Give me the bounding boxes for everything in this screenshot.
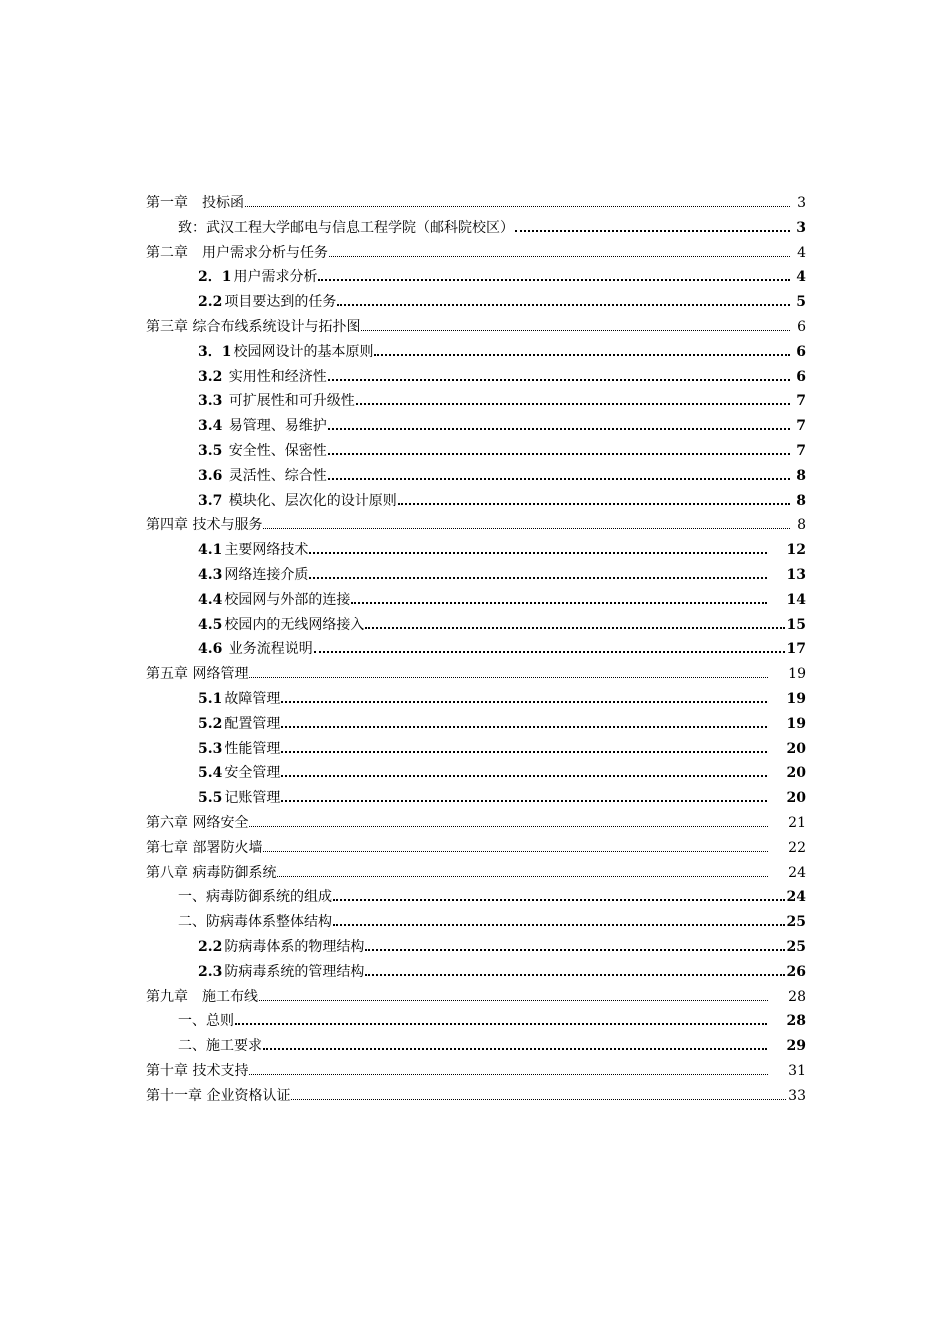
toc-entry-title <box>178 1034 262 1059</box>
toc-entry-title <box>198 389 355 414</box>
toc-entry-title <box>198 588 350 613</box>
toc-entry-text: 第九章 施工布线 <box>146 988 258 1005</box>
toc-page-number: 31 <box>788 1062 806 1079</box>
toc-entry-title <box>178 885 332 910</box>
toc-entry-number: 4.4 <box>198 591 223 608</box>
toc-dot-leader <box>515 229 790 232</box>
toc-entry-title <box>198 687 280 712</box>
toc-entry-title <box>198 960 364 985</box>
toc-entry-text: 记账管理 <box>224 790 281 807</box>
toc-page-number: 8 <box>796 492 806 509</box>
toc-entry[interactable] <box>146 1084 806 1109</box>
toc-page-number: 25 <box>786 914 806 931</box>
toc-dot-leader <box>245 205 790 207</box>
toc-dot-leader <box>309 551 766 554</box>
toc-entry-title <box>198 563 308 588</box>
toc-entry-text: 第五章 网络管理 <box>146 666 249 683</box>
toc-entry[interactable] <box>146 687 806 712</box>
toc-dot-leader <box>263 527 790 529</box>
toc-dot-leader <box>328 477 790 480</box>
toc-page-number: 3 <box>796 219 806 236</box>
toc-entry-text: 故障管理 <box>224 690 281 707</box>
toc-entry[interactable] <box>146 761 806 786</box>
toc-page-number: 4 <box>796 269 806 286</box>
toc-entry-title <box>198 414 327 439</box>
toc-dot-leader <box>249 676 768 678</box>
toc-entry-title <box>178 1009 234 1034</box>
toc-dot-leader <box>281 774 766 777</box>
toc-entry-text: 第十章 技术支持 <box>146 1062 249 1079</box>
toc-entry-text: 业务流程说明 <box>224 641 313 658</box>
toc-page-number: 6 <box>797 318 806 335</box>
toc-dot-leader <box>365 973 784 976</box>
toc-entry-text: 用户需求分析 <box>233 269 318 286</box>
toc-entry[interactable] <box>146 365 806 390</box>
toc-entry-text: 第一章 投标函 <box>146 195 244 211</box>
toc-entry-number: 5.2 <box>198 715 223 732</box>
toc-page-number: 29 <box>786 1038 806 1055</box>
toc-entry-text: 一、病毒防御系统的组成 <box>178 889 332 906</box>
toc-entry[interactable] <box>146 1034 806 1059</box>
toc-entry-title <box>146 811 248 836</box>
toc-entry-text: 性能管理 <box>224 740 281 757</box>
toc-entry-title <box>146 985 258 1010</box>
toc-entry-title <box>146 662 248 687</box>
toc-entry-number: 3.3 <box>198 393 223 410</box>
toc-page-number: 24 <box>788 864 806 881</box>
toc-entry-title <box>146 836 262 861</box>
toc-entry-text: 安全管理 <box>224 765 281 782</box>
toc-entry[interactable] <box>146 241 806 266</box>
toc-entry[interactable] <box>146 1059 806 1084</box>
toc-entry-number: 5.3 <box>198 740 223 757</box>
toc-dot-leader <box>365 626 784 629</box>
toc-entry-number: 5.1 <box>198 690 223 707</box>
toc-entry-text: 配置管理 <box>224 715 281 732</box>
toc-entry-text: 网络连接介质 <box>224 566 309 583</box>
toc-entry-number: 3.7 <box>198 492 223 509</box>
toc-entry-text: 一、总则 <box>178 1013 234 1030</box>
toc-entry-title <box>146 1084 290 1109</box>
toc-page-number: 7 <box>796 418 806 435</box>
toc-entry-number: 3.6 <box>198 467 223 484</box>
toc-page-number: 8 <box>797 517 806 534</box>
toc-entry-title <box>198 737 280 762</box>
toc-entry-title <box>198 290 336 315</box>
toc-entry[interactable] <box>146 563 806 588</box>
toc-dot-leader <box>351 601 766 604</box>
toc-entry[interactable] <box>146 960 806 985</box>
toc-entry-title <box>178 910 332 935</box>
toc-entry-text: 第八章 病毒防御系统 <box>146 864 277 881</box>
toc-entry-title <box>198 489 397 514</box>
toc-entry-text: 模块化、层次化的设计原则 <box>224 492 397 509</box>
toc-page-number: 14 <box>786 591 806 608</box>
toc-entry[interactable] <box>146 315 806 340</box>
toc-entry[interactable] <box>146 389 806 414</box>
toc-entry-text: 可扩展性和可升级性 <box>224 393 355 410</box>
toc-entry[interactable] <box>146 513 806 538</box>
toc-entry[interactable] <box>146 464 806 489</box>
toc-entry-number: 2.2 <box>198 938 223 955</box>
toc-dot-leader <box>249 1073 768 1075</box>
toc-entry-text: 二、防病毒体系整体结构 <box>178 914 332 931</box>
toc-dot-leader <box>361 329 790 331</box>
toc-entry[interactable] <box>146 290 806 315</box>
toc-page-number: 25 <box>786 938 806 955</box>
toc-entry-number: 2.2 <box>198 294 223 311</box>
toc-entry[interactable] <box>146 712 806 737</box>
toc-entry-number: 4.5 <box>198 616 223 633</box>
toc-entry-title <box>146 315 360 340</box>
toc-entry[interactable] <box>146 1009 806 1034</box>
toc-entry-title <box>198 935 364 960</box>
toc-entry-text: 灵活性、综合性 <box>224 467 327 484</box>
toc-entry[interactable] <box>146 885 806 910</box>
toc-entry-text: 第三章 综合布线系统设计与拓扑图 <box>146 318 361 335</box>
toc-dot-leader <box>281 799 766 802</box>
toc-entry[interactable] <box>146 811 806 836</box>
toc-page-number: 22 <box>788 839 806 856</box>
toc-entry[interactable] <box>146 985 806 1010</box>
toc-entry-text: 致：武汉工程大学邮电与信息工程学院（邮科院校区） <box>178 219 514 236</box>
toc-entry-text: 第十一章 企业资格认证 <box>146 1087 291 1104</box>
toc-dot-leader <box>333 898 785 901</box>
toc-entry-text: 实用性和经济性 <box>224 368 327 385</box>
toc-entry[interactable] <box>146 538 806 563</box>
toc-dot-leader <box>318 278 790 281</box>
toc-page-number: 20 <box>786 790 806 807</box>
toc-entry-title <box>198 464 327 489</box>
toc-entry[interactable] <box>146 489 806 514</box>
toc-entry-title <box>146 1059 248 1084</box>
toc-page-number: 4 <box>797 244 806 261</box>
toc-dot-leader <box>398 502 790 505</box>
toc-page-number: 19 <box>786 690 806 707</box>
toc-entry-text: 安全性、保密性 <box>224 442 327 459</box>
toc-page-number: 6 <box>796 343 806 360</box>
toc-dot-leader <box>259 999 768 1001</box>
toc-page-number: 28 <box>788 988 806 1005</box>
toc-page-number: 20 <box>786 765 806 782</box>
toc-entry-number: 4.3 <box>198 566 223 583</box>
toc-entry-text: 校园网设计的基本原则 <box>233 343 374 360</box>
toc-dot-leader <box>281 750 766 753</box>
toc-entry-title <box>146 241 328 266</box>
toc-page-number: 15 <box>786 616 806 633</box>
toc-page-number: 6 <box>796 368 806 385</box>
toc-entry-number: 3.2 <box>198 368 223 385</box>
toc-entry-text: 第七章 部署防火墙 <box>146 839 263 856</box>
toc-entry[interactable] <box>146 613 806 638</box>
toc-entry[interactable] <box>146 910 806 935</box>
toc-entry-title <box>198 439 327 464</box>
toc-dot-leader <box>337 303 790 306</box>
toc-entry[interactable] <box>146 191 806 216</box>
toc-entry[interactable] <box>146 836 806 861</box>
toc-page-number: 7 <box>796 393 806 410</box>
toc-entry-number: 3.4 <box>198 418 223 435</box>
toc-page-number: 17 <box>786 641 806 658</box>
toc-page-number: 3 <box>797 195 806 211</box>
toc-entry-title <box>198 786 280 811</box>
toc-entry-text: 主要网络技术 <box>224 542 309 559</box>
toc-entry[interactable] <box>146 216 806 241</box>
toc-entry[interactable] <box>146 439 806 464</box>
toc-dot-leader <box>281 725 766 728</box>
toc-dot-leader <box>263 850 768 852</box>
toc-page-number: 33 <box>788 1087 806 1104</box>
toc-entry-number: 2．1 <box>198 269 232 286</box>
toc-dot-leader <box>309 576 766 579</box>
toc-page-number: 19 <box>786 715 806 732</box>
toc-dot-leader <box>365 948 784 951</box>
toc-entry-title <box>198 712 280 737</box>
table-of-contents <box>146 191 806 1108</box>
toc-page-number: 12 <box>786 542 806 559</box>
toc-entry[interactable] <box>146 786 806 811</box>
toc-entry-title <box>198 613 364 638</box>
toc-page-number: 20 <box>786 740 806 757</box>
toc-page-number: 8 <box>796 467 806 484</box>
toc-entry-number: 4.1 <box>198 542 223 559</box>
toc-entry-title <box>198 538 308 563</box>
toc-entry-text: 第二章 用户需求分析与任务 <box>146 244 328 261</box>
toc-entry-text: 易管理、易维护 <box>224 418 327 435</box>
toc-page-number: 5 <box>796 294 806 311</box>
toc-entry-number: 3.5 <box>198 442 223 459</box>
toc-entry-title <box>198 265 317 290</box>
toc-entry-text: 第四章 技术与服务 <box>146 517 263 534</box>
toc-dot-leader <box>235 1022 767 1025</box>
toc-dot-leader <box>356 402 790 405</box>
toc-entry-title <box>198 340 373 365</box>
toc-page-number: 13 <box>786 566 806 583</box>
toc-entry-text: 第六章 网络安全 <box>146 814 249 831</box>
toc-entry-title <box>178 216 514 241</box>
toc-page-number: 24 <box>786 889 806 906</box>
toc-dot-leader <box>329 255 790 257</box>
toc-entry-title <box>146 513 262 538</box>
toc-entry-title <box>198 761 280 786</box>
toc-page-number: 19 <box>788 666 806 683</box>
toc-entry[interactable] <box>146 935 806 960</box>
toc-dot-leader <box>281 700 766 703</box>
toc-entry-title <box>146 191 244 216</box>
toc-dot-leader <box>314 650 785 653</box>
toc-entry-number: 4.6 <box>198 641 223 658</box>
toc-entry-text: 防病毒体系的物理结构 <box>224 938 365 955</box>
toc-entry-title <box>198 637 313 662</box>
toc-entry[interactable] <box>146 861 806 886</box>
toc-entry-number: 5.5 <box>198 790 223 807</box>
toc-entry[interactable] <box>146 414 806 439</box>
toc-dot-leader <box>328 452 790 455</box>
toc-entry-text: 校园内的无线网络接入 <box>224 616 365 633</box>
toc-entry[interactable] <box>146 737 806 762</box>
toc-dot-leader <box>374 353 790 356</box>
toc-page-number: 26 <box>786 963 806 980</box>
toc-entry[interactable] <box>146 340 806 365</box>
toc-entry-text: 校园网与外部的连接 <box>224 591 351 608</box>
toc-dot-leader <box>291 1098 786 1100</box>
toc-entry[interactable] <box>146 662 806 687</box>
toc-entry-title <box>198 365 327 390</box>
toc-entry-number: 2.3 <box>198 963 223 980</box>
toc-dot-leader <box>263 1047 767 1050</box>
toc-dot-leader <box>328 378 790 381</box>
toc-dot-leader <box>333 923 785 926</box>
toc-dot-leader <box>249 825 768 827</box>
toc-page-number: 28 <box>786 1013 806 1030</box>
toc-dot-leader <box>328 427 790 430</box>
toc-page-number: 21 <box>788 814 806 831</box>
toc-entry-number: 3．1 <box>198 343 232 360</box>
toc-entry-text: 防病毒系统的管理结构 <box>224 963 365 980</box>
toc-entry[interactable] <box>146 637 806 662</box>
toc-dot-leader <box>277 875 768 877</box>
toc-page-number: 7 <box>796 442 806 459</box>
toc-entry-text: 二、施工要求 <box>178 1038 262 1055</box>
toc-entry-text: 项目要达到的任务 <box>224 294 337 311</box>
toc-entry[interactable] <box>146 265 806 290</box>
toc-entry[interactable] <box>146 588 806 613</box>
toc-entry-number: 5.4 <box>198 765 223 782</box>
toc-entry-title <box>146 861 276 886</box>
